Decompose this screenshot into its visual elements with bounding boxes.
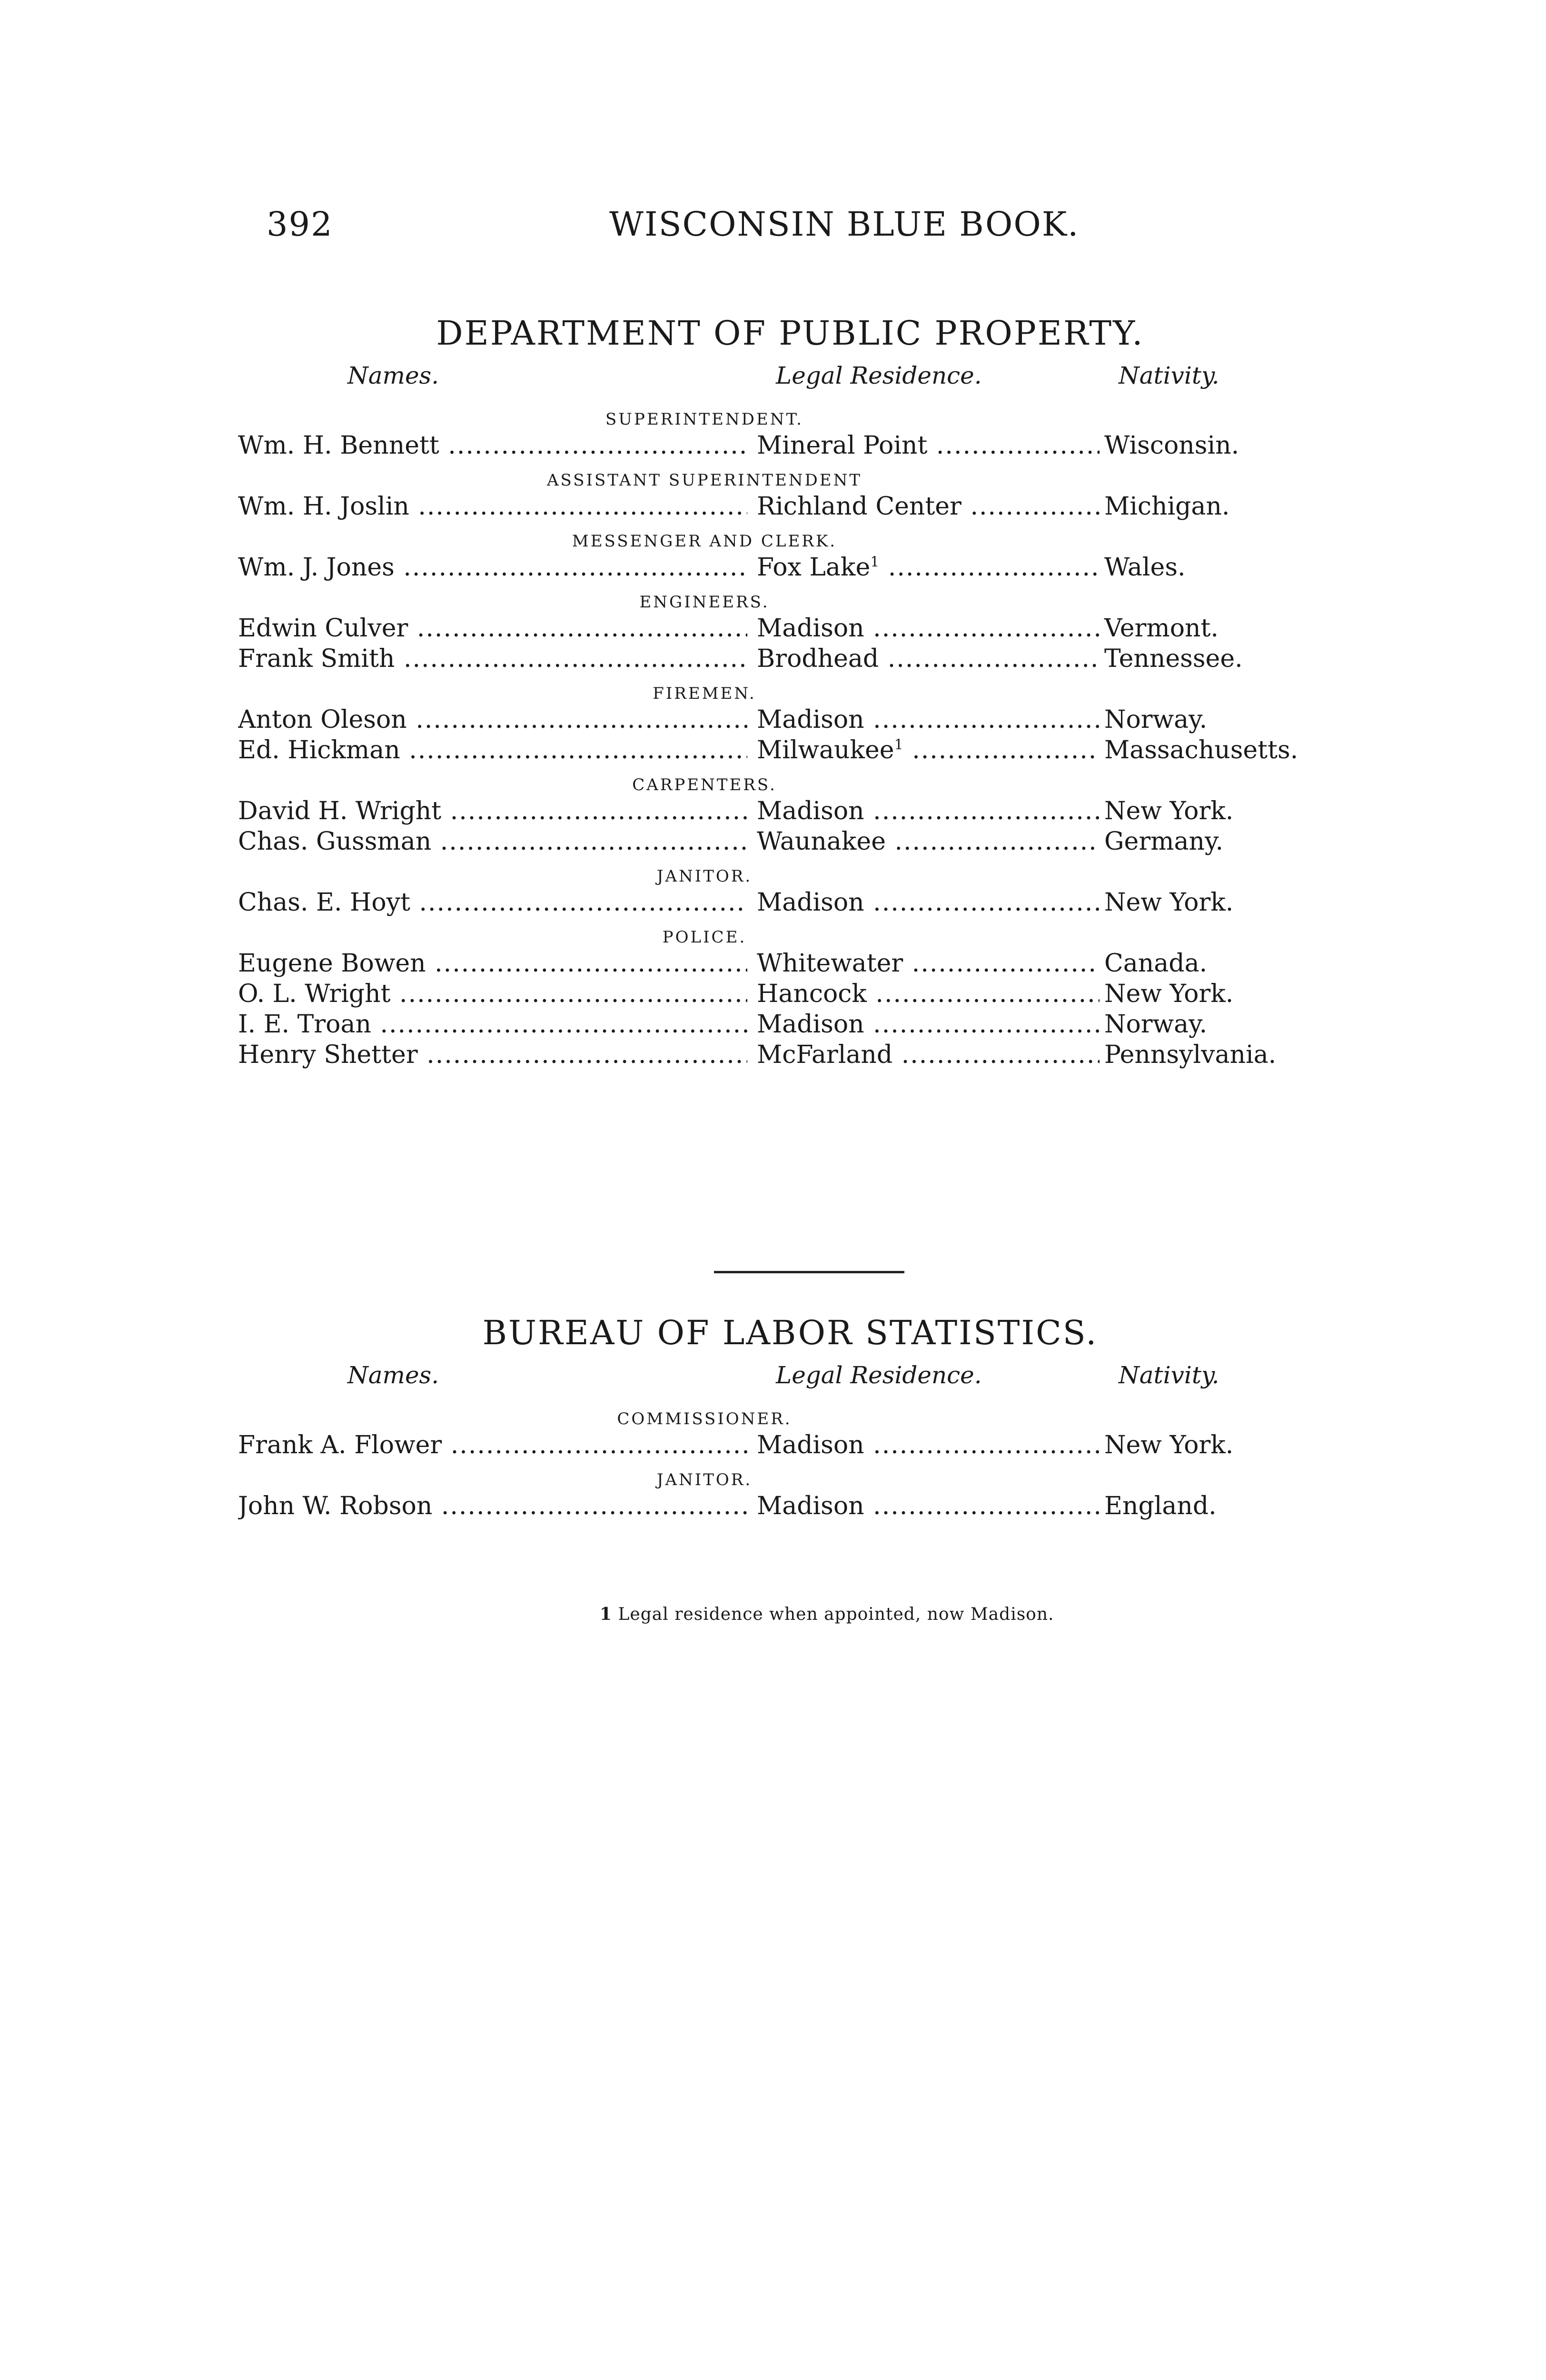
section-public-property [238, 309, 1298, 1070]
person-name: Eugene Bowen ..... [238, 948, 747, 979]
section-labor-statistics [238, 1309, 1285, 1521]
residence-text: Madison [757, 1492, 864, 1520]
legal-residence [757, 1040, 1100, 1070]
table-row [238, 887, 1285, 918]
nativity: Norway. [1104, 1010, 1208, 1039]
footnote-ref: 1 [870, 554, 880, 571]
residence-text: Mineral Point [757, 431, 928, 460]
section-divider-rule [714, 1271, 904, 1273]
table-row [238, 1491, 1285, 1521]
table-row [238, 1040, 1285, 1070]
footnote-text: Legal residence when appointed, now Madison. [618, 1605, 1054, 1624]
residence-text: Madison [757, 1431, 864, 1459]
nativity: New York. [1104, 1431, 1234, 1459]
office-heading: JANITOR. [656, 867, 753, 886]
nativity: New York. [1104, 980, 1234, 1008]
office-heading: MESSENGER AND CLERK. [572, 532, 837, 551]
legal-residence [757, 1009, 1100, 1040]
legal-residence [757, 704, 1100, 735]
residence-text: Madison [757, 1010, 864, 1039]
nativity: Michigan. [1104, 492, 1230, 521]
footnote [600, 1604, 1054, 1624]
person-name: Anton Oleson ..... [238, 704, 747, 735]
residence-text: Richland Center [757, 492, 961, 521]
office-group [238, 926, 1285, 1070]
person-name: Wm. J. Jones ..... [238, 552, 747, 583]
residence-text: Madison [757, 705, 864, 734]
nativity: New York. [1104, 888, 1234, 917]
office-heading: POLICE. [662, 928, 747, 947]
nativity: Pennsylvania. [1104, 1041, 1277, 1069]
residence-text: Madison [757, 614, 864, 643]
table-row [238, 826, 1285, 857]
table-row [238, 704, 1285, 735]
footnote-ref: 1 [894, 736, 903, 754]
person-name: Henry Shetter ..... [238, 1040, 747, 1070]
legal-residence [757, 979, 1100, 1009]
table-row [238, 735, 1298, 765]
legal-residence [757, 735, 1100, 765]
table-row [238, 796, 1285, 826]
column-header-residence: Legal Residence. [776, 362, 982, 389]
office-group [238, 1408, 1285, 1460]
table-row [238, 552, 1285, 583]
column-header-residence: Legal Residence. [776, 1361, 982, 1389]
page-number: 392 [267, 205, 333, 244]
nativity: New York. [1104, 797, 1234, 825]
office-group [238, 408, 1285, 461]
column-header-names: Names. [347, 362, 439, 389]
residence-text: Fox Lake [757, 553, 871, 582]
residence-text: Hancock [757, 980, 867, 1008]
office-heading: ENGINEERS. [639, 593, 770, 612]
nativity: Wales. [1104, 553, 1186, 582]
legal-residence [757, 1430, 1100, 1460]
book-title: WISCONSIN BLUE BOOK. [609, 205, 1080, 244]
table-row [238, 1009, 1285, 1040]
residence-text: Brodhead [757, 645, 879, 673]
table-row [238, 430, 1285, 461]
residence-text: Milwaukee [757, 736, 894, 764]
office-heading: JANITOR. [656, 1470, 753, 1489]
column-header-nativity: Nativity. [1119, 1361, 1219, 1389]
running-head [267, 205, 1104, 248]
residence-text: Whitewater [757, 949, 903, 978]
table-row [238, 613, 1285, 644]
office-heading: CARPENTERS. [632, 775, 777, 794]
nativity: Norway. [1104, 705, 1208, 734]
person-name: Frank Smith ..... [238, 644, 747, 674]
office-heading: FIREMEN. [653, 684, 756, 703]
office-group [238, 683, 1298, 765]
office-group [238, 469, 1285, 522]
office-heading: COMMISSIONER. [617, 1409, 792, 1428]
footnote-mark: 1 [600, 1604, 613, 1624]
table-row [238, 644, 1285, 674]
legal-residence [757, 644, 1100, 674]
person-name: O. L. Wright ..... [238, 979, 747, 1009]
column-headers [238, 357, 1285, 400]
office-group [238, 865, 1285, 918]
table-row [238, 1430, 1285, 1460]
person-name: Wm. H. Joslin ..... [238, 491, 747, 522]
nativity: England. [1104, 1492, 1217, 1520]
table-row [238, 948, 1285, 979]
nativity: Vermont. [1104, 614, 1219, 643]
legal-residence [757, 430, 1100, 461]
residence-text: McFarland [757, 1041, 893, 1069]
column-header-nativity: Nativity. [1119, 362, 1219, 389]
person-name: Ed. Hickman ..... [238, 735, 747, 765]
section-title: DEPARTMENT OF PUBLIC PROPERTY. [436, 314, 1144, 353]
office-heading: SUPERINTENDENT. [605, 410, 803, 429]
legal-residence [757, 887, 1100, 918]
legal-residence [757, 1491, 1100, 1521]
nativity: Germany. [1104, 827, 1223, 856]
nativity: Canada. [1104, 949, 1208, 978]
nativity: Massachusetts. [1104, 736, 1298, 764]
legal-residence [757, 613, 1100, 644]
office-group [238, 591, 1285, 674]
residence-text: Waunakee [757, 827, 886, 856]
legal-residence [757, 796, 1100, 826]
section-title: BUREAU OF LABOR STATISTICS. [482, 1313, 1098, 1352]
legal-residence [757, 826, 1100, 857]
person-name: I. E. Troan ..... [238, 1009, 747, 1040]
residence-text: Madison [757, 797, 864, 825]
office-group [238, 530, 1285, 583]
table-row [238, 979, 1285, 1009]
person-name: Edwin Culver ..... [238, 613, 747, 644]
legal-residence [757, 552, 1100, 583]
nativity: Wisconsin. [1104, 431, 1239, 460]
person-name: Chas. E. Hoyt ..... [238, 887, 747, 918]
office-group [238, 774, 1285, 857]
legal-residence [757, 491, 1100, 522]
person-name: Chas. Gussman ..... [238, 826, 747, 857]
table-row [238, 491, 1285, 522]
legal-residence [757, 948, 1100, 979]
column-header-names: Names. [347, 1361, 439, 1389]
column-headers [238, 1357, 1285, 1399]
person-name: Frank A. Flower ..... [238, 1430, 747, 1460]
person-name: Wm. H. Bennett ..... [238, 430, 747, 461]
person-name: David H. Wright ..... [238, 796, 747, 826]
nativity: Tennessee. [1104, 645, 1243, 673]
person-name: John W. Robson ..... [238, 1491, 747, 1521]
office-group [238, 1469, 1285, 1521]
residence-text: Madison [757, 888, 864, 917]
office-heading: ASSISTANT SUPERINTENDENT [546, 471, 862, 490]
